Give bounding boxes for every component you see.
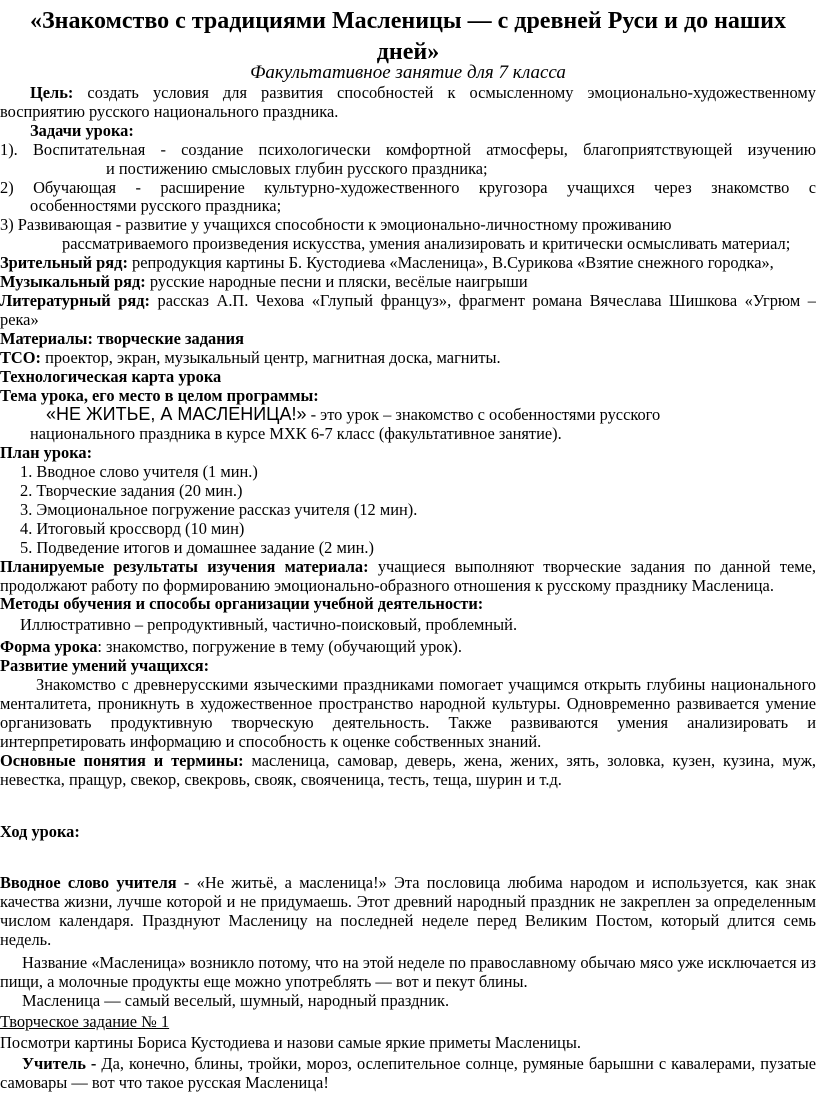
tech-map-heading: Технологическая карта урока	[0, 366, 222, 386]
task-item-2-rest: особенностями русского праздника;	[30, 196, 282, 216]
creative-task-text: Посмотри картины Бориса Кустодиева и назови самые яркие приметы Масленицы.	[0, 1032, 581, 1052]
task-item-1-rest: и постижению смысловых глубин русского праздника;	[106, 158, 488, 178]
teacher-paragraph: Учитель - Да, конечно, блины, тройки, мороз, ослепительное солнце, румяные барышни с кавалерами, пузатые самовары — вот что такое русская Масленица!	[0, 1053, 816, 1092]
goal-paragraph	[0, 84, 816, 122]
topic-line-1: «НЕ ЖИТЬЕ, А МАСЛЕНИЦА!» - это урок – знакомство с особенностями русского	[46, 404, 661, 425]
methods-heading: Методы обучения и способы организации учебной деятельности:	[0, 594, 484, 614]
course-heading: Ход урока:	[0, 821, 80, 841]
plan-heading: План урока:	[0, 443, 93, 463]
plan-item: 1. Вводное слово учителя (1 мин.)	[20, 462, 258, 482]
skills-text: Знакомство с древнерусскими языческими праздниками помогает учащимся открыть глубины национального менталитета, проникнуть в художественное пространство народной культуры. Одновременно развивается умение организовать продуктивную творческую деятельность. Также развиваются умения анализировать и интерпретировать информацию и способность к оценке собственных знаний.	[0, 675, 816, 751]
materials-row: Материалы: творческие задания	[0, 328, 244, 348]
document-title: «Знакомство с традициями Масленицы — с древней Руси и до наших дней»	[30, 8, 786, 65]
goal-text: создать условия для развития способностей к осмысленному эмоционально-художественному восприятию русского национального праздника.	[0, 83, 816, 121]
plan-item: 3. Эмоциональное погружение рассказ учителя (12 мин).	[20, 499, 418, 519]
visual-row: Зрительный ряд: репродукция картины Б. Кустодиева «Масленица», В.Сурикова «Взятие снежного городка»,	[0, 253, 774, 273]
plan-item: 2. Творческие задания (20 мин.)	[20, 481, 243, 501]
document-subtitle: Факультативное занятие для 7 класса	[250, 62, 566, 83]
terms-paragraph: Основные понятия и термины: масленица, самовар, деверь, жена, жених, зять, золовка, кузен, кузина, муж, невестка, пращур, свекор, свекровь, свояк, свояченица, тесть, теща, шурин и т.д.	[0, 750, 816, 789]
plan-item: 5. Подведение итогов и домашнее задание (2 мин.)	[20, 537, 374, 557]
tasks-heading: Задачи урока:	[30, 120, 134, 140]
document-body	[0, 84, 816, 1092]
literary-row: Литературный ряд: рассказ А.П. Чехова «Глупый француз», фрагмент романа Вячеслава Шишкова «Угрюм – река»	[0, 290, 816, 329]
tso-row: ТСО: проектор, экран, музыкальный центр, магнитная доска, магниты.	[0, 347, 501, 367]
results-paragraph: Планируемые результаты изучения материала: учащиеся выполняют творческие задания по данной теме, продолжают работу по формированию эмоционально-образного отношения к русскому празднику Масленица.	[0, 556, 816, 595]
task-item-1-first: 1). Воспитательная - создание психологически комфортной атмосферы, благоприятствующей изучению	[0, 139, 816, 159]
plan-item: 4. Итоговый кроссворд (10 мин)	[20, 518, 245, 538]
creative-task-heading: Творческое задание № 1	[0, 1011, 170, 1031]
task-item-2-first: 2) Обучающая - расширение культурно-художественного кругозора учащихся через знакомство с	[0, 177, 816, 197]
skills-heading: Развитие умений учащихся:	[0, 656, 210, 676]
music-row: Музыкальный ряд: русские народные песни и пляски, весёлые наигрыши	[0, 272, 528, 292]
task-item-3-first: 3) Развивающая - развитие у учащихся способности к эмоционально-личностному проживанию	[0, 215, 672, 235]
topic-line-2: национального праздника в курсе МХК 6-7 класс (факультативное занятие).	[30, 424, 562, 444]
task-item-3-rest: рассматриваемого произведения искусства, умения анализировать и критически осмысливать материал;	[62, 234, 791, 254]
topic-quote: «НЕ ЖИТЬЕ, А МАСЛЕНИЦА!»	[46, 404, 307, 425]
goal-label: Цель:	[30, 83, 74, 102]
name-paragraph: Название «Масленица» возникло потому, что на этой неделе по православному обычаю мясо уже исключается из пищи, а молочные продукты еще можно употреблять — вот и пекут блины.	[0, 953, 816, 991]
topic-heading: Тема урока, его место в целом программы:	[0, 385, 319, 405]
form-paragraph: Форма урока: знакомство, погружение в тему (обучающий урок).	[0, 637, 462, 657]
intro-paragraph: Вводное слово учителя - «Не житьё, а масленица!» Эта пословица любима народом и используется, как знак качества жизни, лучше которой и не придумаешь. Этот древний народный праздник не закреплен за определенным числом календаря. Празднуют Масленицу на последней неделе перед Великим Постом, который длится семь недель.	[0, 873, 816, 950]
methods-text: Иллюстративно – репродуктивный, частично-поисковый, проблемный.	[20, 615, 518, 635]
fun-paragraph: Масленица — самый веселый, шумный, народный праздник.	[22, 990, 450, 1010]
